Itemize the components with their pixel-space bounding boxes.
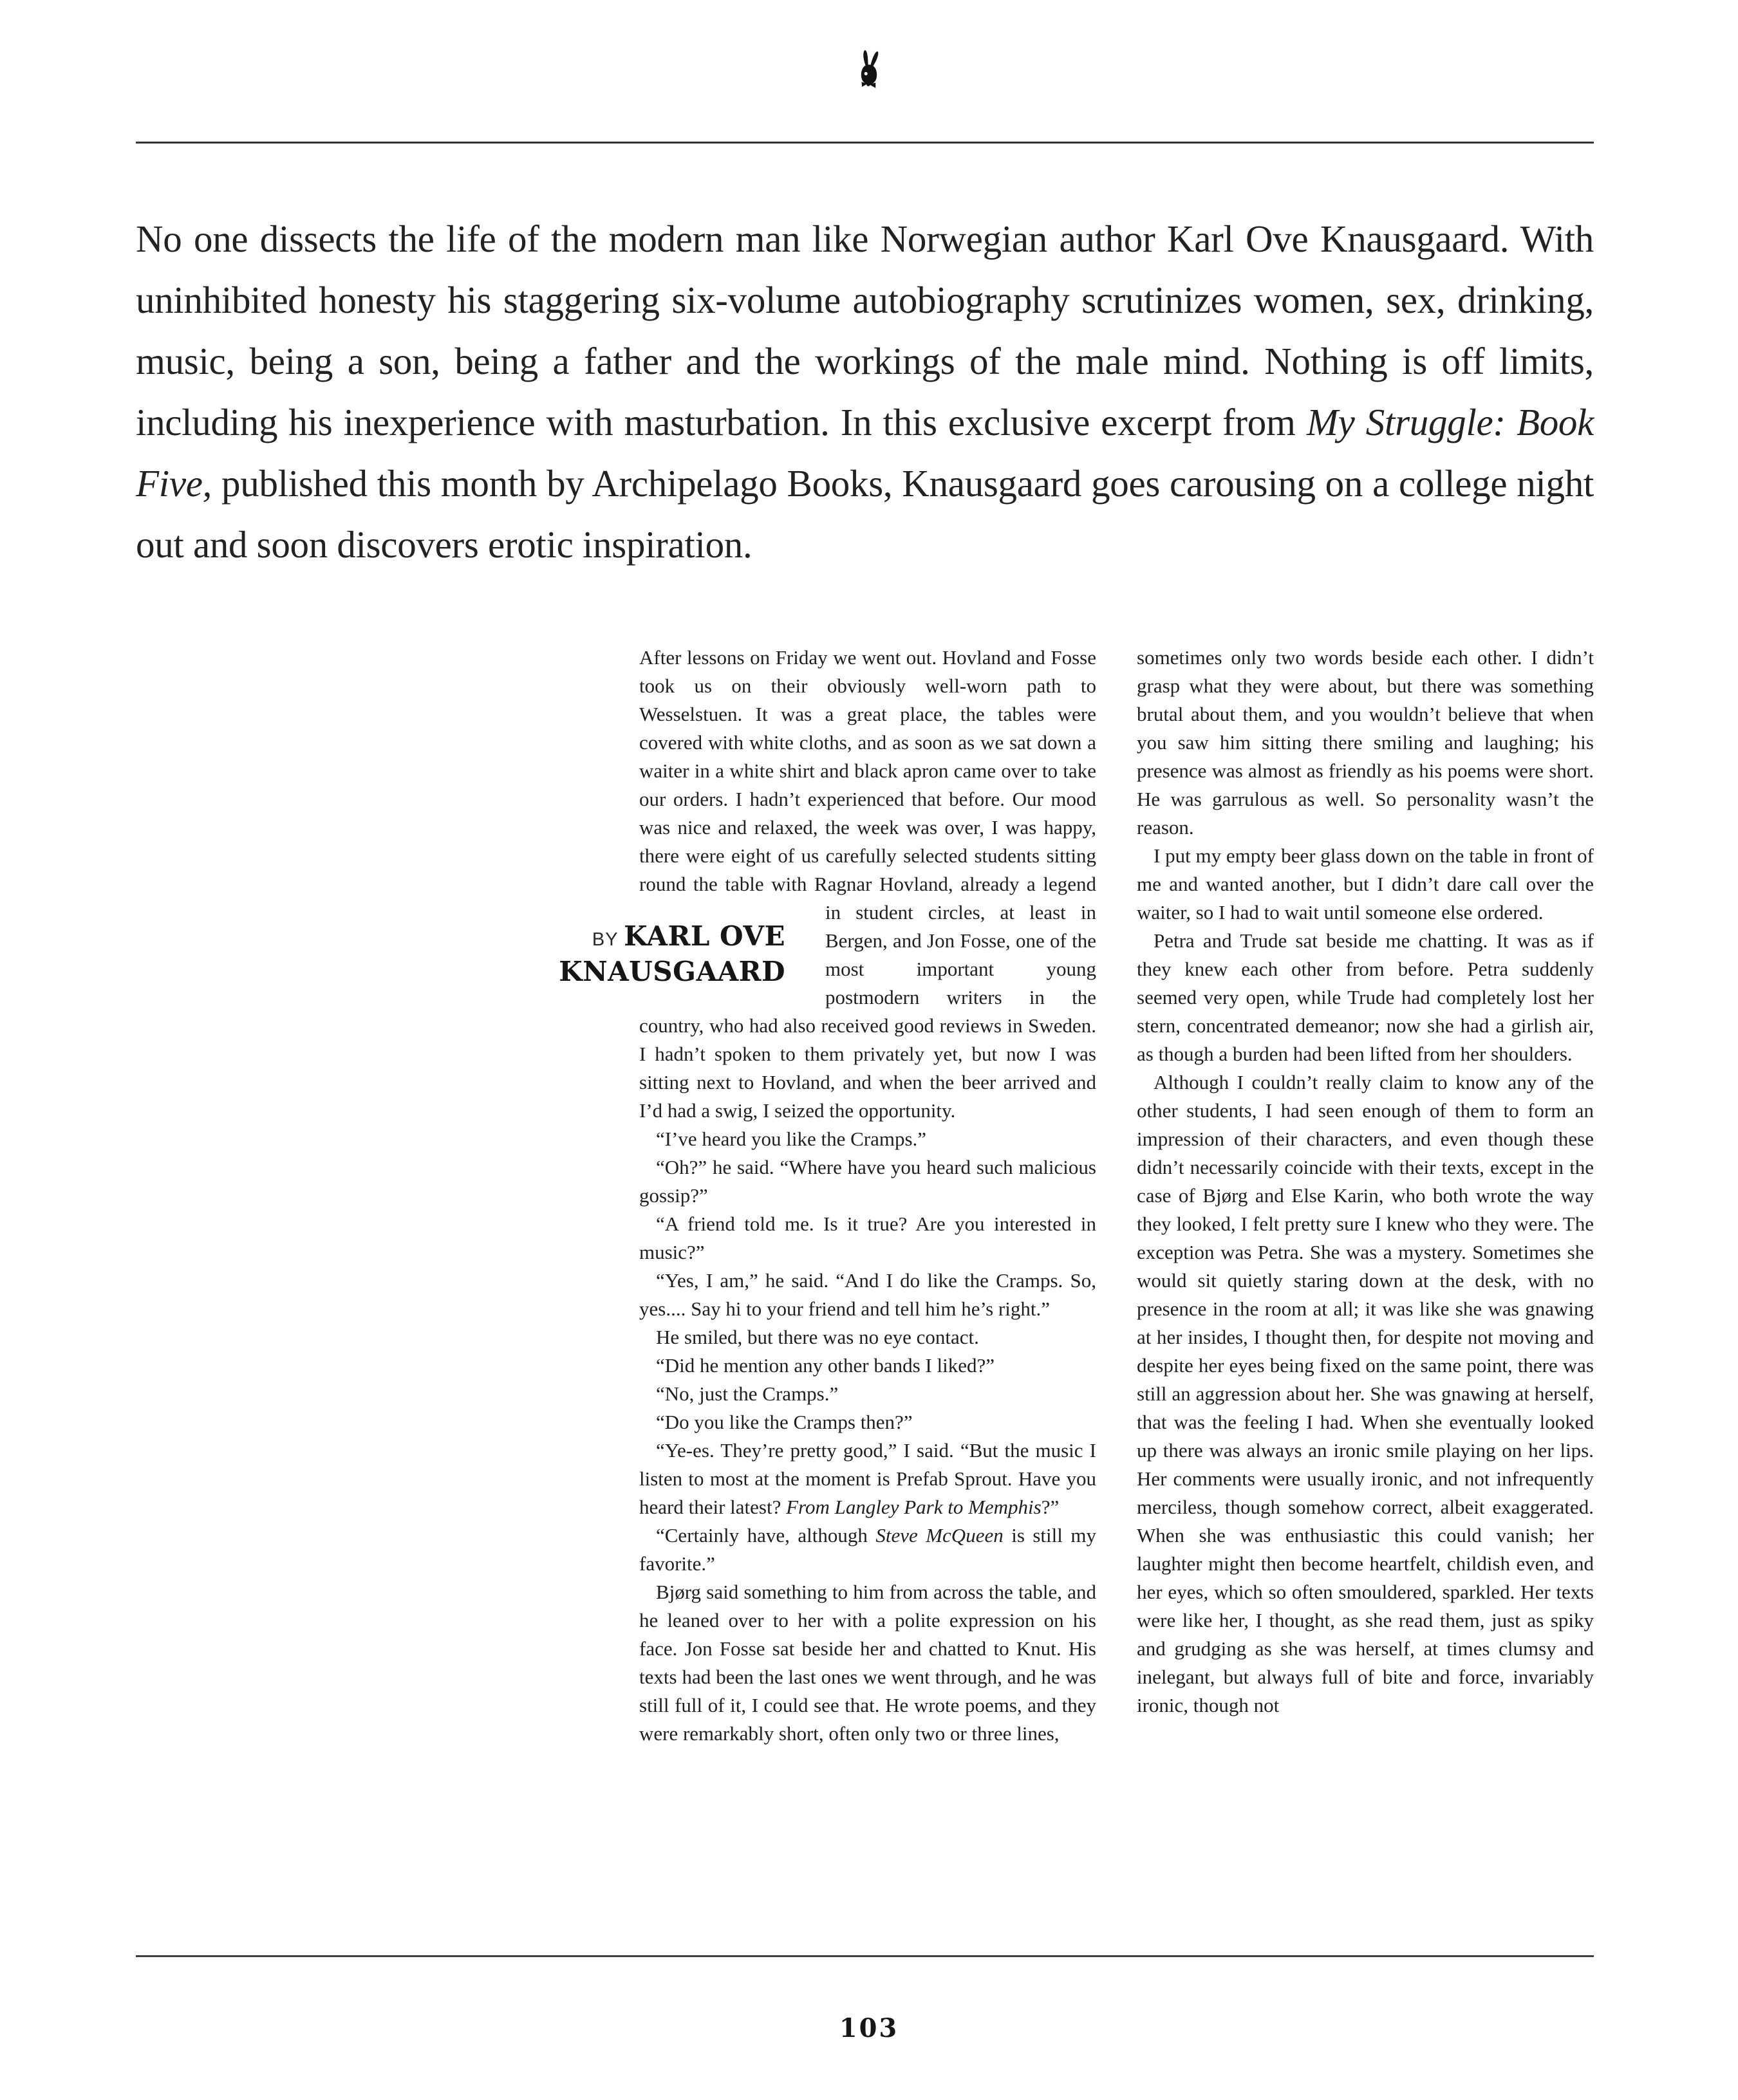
deck-paragraph xyxy=(136,209,1594,575)
paragraph xyxy=(639,1352,1096,1380)
byline-line-1 xyxy=(531,920,785,956)
text-run: “Do you like the Cramps then?” xyxy=(656,1411,913,1433)
byline-prefix: BY xyxy=(592,929,624,950)
text-run: sometimes only two words beside each other. I didn’t grasp what they were about, but there was something brutal about them, and you wouldn’t believe that when you saw him sitting there smiling and laughing; his presence was almost as friendly as his poems were short. He was garrulous as well. So personality wasn’t the reason. xyxy=(1137,646,1594,839)
text-run: “Did he mention any other bands I liked?” xyxy=(656,1354,995,1377)
bottom-rule xyxy=(136,1955,1594,1957)
text-run: After lessons on Friday we went out. Hovland and Fosse took us on their obviously well-worn path to Wesselstuen. It was a great place, the tables were covered with white cloths, and as soon as we sat down a waiter in a white shirt and black apron came over to take our orders. I hadn’t experienced that before. Our mood was nice and relaxed, the week was over, I was happy, there were eight of us carefully selected students sitting round the table with Ragnar Hovland, xyxy=(639,646,1096,895)
paragraph xyxy=(639,1125,1096,1153)
paragraph xyxy=(639,1521,1096,1578)
paragraph xyxy=(639,1153,1096,1210)
text-run: “No, just the Cramps.” xyxy=(656,1382,839,1405)
masthead xyxy=(0,49,1738,90)
text-run: Although I couldn’t really claim to know any of the other students, I had seen enough of them to form an impression of their characters, and even though these didn’t necessarily coincide with their texts, except in the case of Bjørg and Else Karin, who both wrote the way they looked, I felt pretty sure I knew who they were. The exception was Petra. She was a mystery. Sometimes she would sit quietly staring down at the desk, with no presence in the room at all; it was like she was gnawing at her insides, I thought then, for despite not moving and despite her eyes being fixed on the same point, there was still an aggression about her. She was gnawing at herself, that was the feeling I had. When she eventually looked up there was always an ironic smile playing on her lips. Her comments were usually ironic, and not infrequently merciless, though somehow correct, albeit exaggerated. When she was enthusiastic this could vanish; her laughter might then become heartfelt, childish even, and her eyes, which so often smouldered, sparkled. Her texts were like her, I thought, as she read them, just as spiky and grudging as she was herself, at times clumsy and inelegant, but always full of bite and force, invariably ironic, though not xyxy=(1137,1071,1594,1716)
paragraph xyxy=(639,1436,1096,1521)
text-run: “I’ve heard you like the Cramps.” xyxy=(656,1128,927,1150)
paragraph xyxy=(639,1323,1096,1352)
paragraph xyxy=(639,1578,1096,1748)
page-number: 103 xyxy=(839,2013,899,2043)
text-run: published this month by Archipelago Books, Knausgaard goes carousing on a college night out and soon discovers erotic inspiration. xyxy=(136,462,1594,566)
text-run: is still my favorite.” xyxy=(639,1524,1096,1575)
byline xyxy=(531,898,785,1012)
paragraph xyxy=(639,1380,1096,1408)
text-run: He smiled, but there was no eye contact. xyxy=(656,1326,979,1348)
column-right xyxy=(1137,644,1594,1720)
paragraph xyxy=(1137,1068,1594,1720)
text-run: “A friend told me. Is it true? Are you interested in music?” xyxy=(639,1213,1096,1263)
playboy-bunny-icon xyxy=(856,49,882,90)
italic-text-run: My Struggle: Book Five, xyxy=(136,401,1594,505)
text-run: “Yes, I am,” he said. “And I do like the Cramps. So, yes.... Say hi to your friend and tell him he’s right.” xyxy=(639,1269,1096,1320)
top-rule xyxy=(136,142,1594,144)
paragraph xyxy=(639,1210,1096,1267)
column-left xyxy=(559,644,1096,1748)
paragraph xyxy=(639,1267,1096,1323)
text-run: “Certainly have, although xyxy=(656,1524,876,1547)
paragraph xyxy=(1137,842,1594,927)
italic-text-run: From Langley Park to Memphis xyxy=(786,1496,1042,1518)
paragraph xyxy=(1137,927,1594,1068)
paragraph xyxy=(639,1408,1096,1436)
paragraph xyxy=(559,644,1096,1125)
byline-name-first: KARL OVE xyxy=(624,920,785,952)
text-run: No one dissects the life of the modern man like Norwegian author Karl Ove Knausgaard. With uninhibited honesty his staggering six-volume autobiography scrutinizes women, sex, drinking, music, being a son, being a father and the workings of the male mind. Nothing is off limits, including his inexperience with masturbation. In this exclusive excerpt from xyxy=(136,218,1594,443)
text-run: ?” xyxy=(1041,1496,1060,1518)
byline-name-last: KNAUSGAARD xyxy=(559,956,785,987)
text-run: Bjørg said something to him from across the table, and he leaned over to her with a polite expression on his face. Jon Fosse sat beside her and chatted to Knut. His texts had been the last ones we went through, and he was still full of it, I could see that. He wrote poems, and they were remarkably short, often only two or three lines, xyxy=(639,1581,1096,1745)
paragraph xyxy=(1137,644,1594,842)
italic-text-run: Steve McQueen xyxy=(875,1524,1004,1547)
text-run: already a legend in student circles, at least in Bergen, and Jon Fosse, one of the most important young postmodern writers in the country, who had also received good reviews in Sweden. I hadn’t spoken to them privately yet, but now I was sitting next to Hovland, and when the beer arrived and I’d had a swig, I seized the opportunity. xyxy=(639,873,1096,1122)
text-run: “Oh?” he said. “Where have you heard such malicious gossip?” xyxy=(639,1156,1096,1207)
text-run: I put my empty beer glass down on the table in front of me and wanted another, but I didn’t dare call over the waiter, so I had to wait until someone else ordered. xyxy=(1137,844,1594,924)
text-run: “Ye-es. They’re pretty good,” I said. “But the music I listen to most at the moment is Prefab Sprout. Have you heard their latest? xyxy=(639,1439,1096,1518)
text-run: Petra and Trude sat beside me chatting. It was as if they knew each other from before. Petra suddenly seemed very open, while Trude had completely lost her stern, concentrated demeanor; now she had a girlish air, as though a burden had been lifted from her shoulders. xyxy=(1137,929,1594,1065)
